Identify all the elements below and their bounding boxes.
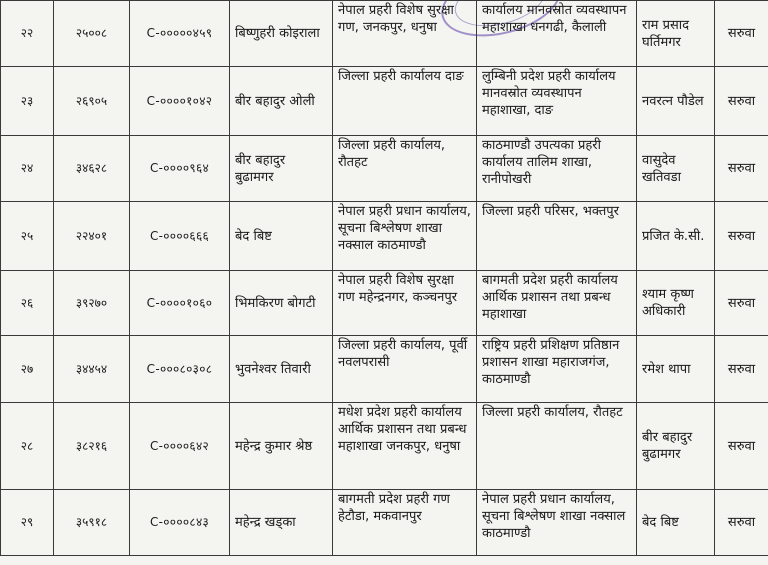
employee-name-cell: भुवनेश्वर तिवारी bbox=[230, 336, 333, 403]
serial-number-cell: २३ bbox=[1, 67, 54, 136]
replacement-name-cell: नवरत्न पौडेल bbox=[637, 67, 715, 136]
status-cell: सरुवा bbox=[715, 271, 768, 336]
code-cell: ३४६२८ bbox=[54, 136, 130, 202]
replacement-name-cell: राम प्रसाद घर्तिमगर bbox=[637, 1, 715, 67]
current-office-cell: जिल्ला प्रहरी कार्यालय दाङ bbox=[333, 67, 477, 136]
serial-number-cell: २६ bbox=[1, 271, 54, 336]
status-cell: सरुवा bbox=[715, 336, 768, 403]
employee-id-cell: C-००००६६६ bbox=[130, 202, 230, 271]
status-cell: सरुवा bbox=[715, 136, 768, 202]
table-row bbox=[1, 336, 768, 403]
code-cell: ३४४५४ bbox=[54, 336, 130, 403]
status-cell: सरुवा bbox=[715, 490, 768, 556]
table-row bbox=[1, 490, 768, 556]
table-row bbox=[1, 136, 768, 202]
status-cell: सरुवा bbox=[715, 202, 768, 271]
status-cell: सरुवा bbox=[715, 403, 768, 490]
code-cell: २२४०१ bbox=[54, 202, 130, 271]
employee-name-cell: बीर बहादुर ओली bbox=[230, 67, 333, 136]
code-cell: २५००८ bbox=[54, 1, 130, 67]
code-cell: २६९०५ bbox=[54, 67, 130, 136]
table-row bbox=[1, 1, 768, 67]
transfer-office-cell: जिल्ला प्रहरी कार्यालय, रौतहट bbox=[477, 403, 637, 490]
transfer-office-cell: लुम्बिनी प्रदेश प्रहरी कार्यालय मानवस्रोत व्यवस्थापन महाशाखा, दाङ bbox=[477, 67, 637, 136]
transfer-office-cell: कार्यालय मानवस्रोत व्यवस्थापन महाशाखा धनगढी, कैलाली bbox=[477, 1, 637, 67]
employee-name-cell: बिष्णुहरी कोइराला bbox=[230, 1, 333, 67]
transfer-office-cell: बागमती प्रदेश प्रहरी कार्यालय आर्थिक प्रशासन तथा प्रबन्ध महाशाखा bbox=[477, 271, 637, 336]
employee-id-cell: C-०००००४५९ bbox=[130, 1, 230, 67]
current-office-cell: नेपाल प्रहरी प्रधान कार्यालय, सूचना बिश्लेषण शाखा नक्साल काठमाण्डौ bbox=[333, 202, 477, 271]
employee-name-cell: महेन्द्र खड्का bbox=[230, 490, 333, 556]
current-office-cell: जिल्ला प्रहरी कार्यालय, रौतहट bbox=[333, 136, 477, 202]
table-row bbox=[1, 67, 768, 136]
serial-number-cell: २८ bbox=[1, 403, 54, 490]
transfer-office-cell: नेपाल प्रहरी प्रधान कार्यालय, सूचना बिश्लेषण शाखा नक्साल काठमाण्डौ bbox=[477, 490, 637, 556]
employee-id-cell: C-००००१०४२ bbox=[130, 67, 230, 136]
serial-number-cell: २४ bbox=[1, 136, 54, 202]
table-row bbox=[1, 271, 768, 336]
code-cell: ३९२७० bbox=[54, 271, 130, 336]
transfer-office-cell: जिल्ला प्रहरी परिसर, भक्तपुर bbox=[477, 202, 637, 271]
current-office-cell: बागमती प्रदेश प्रहरी गण हेटौडा, मकवानपुर bbox=[333, 490, 477, 556]
serial-number-cell: २२ bbox=[1, 1, 54, 67]
current-office-cell: मधेश प्रदेश प्रहरी कार्यालय आर्थिक प्रशासन तथा प्रबन्ध महाशाखा जनकपुर, धनुषा bbox=[333, 403, 477, 490]
replacement-name-cell: वासुदेव खतिवडा bbox=[637, 136, 715, 202]
replacement-name-cell: बेद बिष्ट bbox=[637, 490, 715, 556]
replacement-name-cell: प्रजित के.सी. bbox=[637, 202, 715, 271]
employee-id-cell: C-०००८०३०८ bbox=[130, 336, 230, 403]
status-cell: सरुवा bbox=[715, 67, 768, 136]
code-cell: ३५९१८ bbox=[54, 490, 130, 556]
replacement-name-cell: श्याम कृष्ण अधिकारी bbox=[637, 271, 715, 336]
employee-id-cell: C-००००९६४ bbox=[130, 136, 230, 202]
serial-number-cell: २५ bbox=[1, 202, 54, 271]
serial-number-cell: २९ bbox=[1, 490, 54, 556]
employee-name-cell: भिमकिरण बोगटी bbox=[230, 271, 333, 336]
employee-id-cell: C-००००१०६० bbox=[130, 271, 230, 336]
replacement-name-cell: रमेश थापा bbox=[637, 336, 715, 403]
transfer-office-cell: काठमाण्डौ उपत्यका प्रहरी कार्यालय तालिम शाखा, रानीपोखरी bbox=[477, 136, 637, 202]
employee-name-cell: बीर बहादुर बुढामगर bbox=[230, 136, 333, 202]
employee-name-cell: बेद बिष्ट bbox=[230, 202, 333, 271]
replacement-name-cell: बीर बहादुर बुढामगर bbox=[637, 403, 715, 490]
employee-name-cell: महेन्द्र कुमार श्रेष्ठ bbox=[230, 403, 333, 490]
current-office-cell: नेपाल प्रहरी विशेष सुरक्षा गण, जनकपुर, धनुषा bbox=[333, 1, 477, 67]
table-row bbox=[1, 202, 768, 271]
status-cell: सरुवा bbox=[715, 1, 768, 67]
code-cell: ३८२१६ bbox=[54, 403, 130, 490]
employee-id-cell: C-००००६४२ bbox=[130, 403, 230, 490]
current-office-cell: नेपाल प्रहरी विशेष सुरक्षा गण महेन्द्रनगर, कञ्चनपुर bbox=[333, 271, 477, 336]
employee-id-cell: C-००००८४३ bbox=[130, 490, 230, 556]
table-body bbox=[1, 1, 768, 556]
serial-number-cell: २७ bbox=[1, 336, 54, 403]
table-row bbox=[1, 403, 768, 490]
transfer-office-cell: राष्ट्रिय प्रहरी प्रशिक्षण प्रतिष्ठान प्रशासन शाखा महाराजगंज, काठमाण्डौ bbox=[477, 336, 637, 403]
current-office-cell: जिल्ला प्रहरी कार्यालय, पूर्वी नवलपरासी bbox=[333, 336, 477, 403]
